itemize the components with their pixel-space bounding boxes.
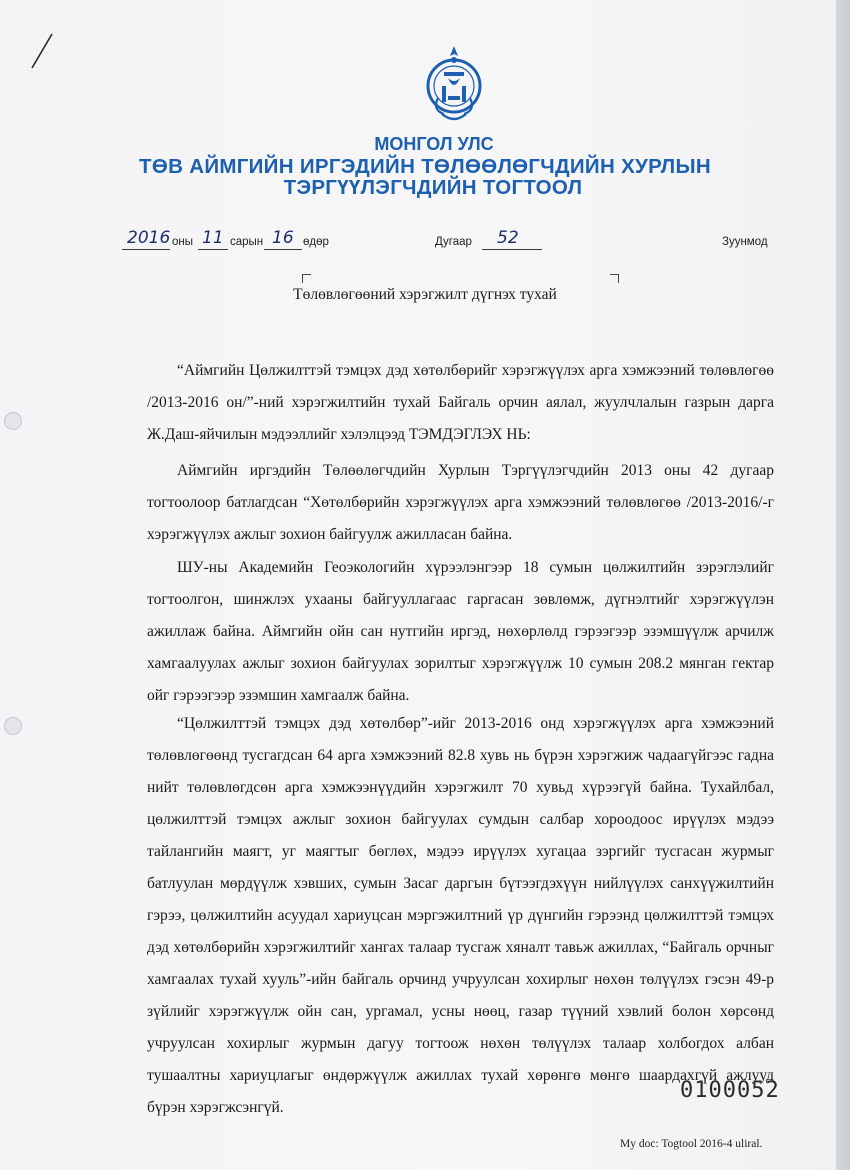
scanner-edge bbox=[836, 0, 850, 1170]
punch-hole bbox=[4, 717, 22, 735]
day-handwritten: 16 bbox=[272, 228, 294, 248]
document-stamp-number: 0100052 bbox=[680, 1078, 780, 1103]
number-handwritten: 52 bbox=[497, 228, 519, 248]
punch-hole bbox=[4, 412, 22, 430]
footer-docref: My doc: Togtool 2016-4 uliral. bbox=[620, 1138, 763, 1150]
header-resolution: ТЭРГҮҮЛЭГЧДИЙН ТОГТООЛ bbox=[283, 176, 583, 199]
header-country: МОНГОЛ УЛС bbox=[374, 134, 494, 154]
paragraph-4: “Цөлжилттэй тэмцэх дэд хөтөлбөр”-ийг 2013-2016 онд хэрэгжүүлэх арга хэмжээний төлөвлөгөөнд тусгагдсан 64 арга хэмжээний 82.8 хувь нь бүрэн хэрэгжиж чадаагүйгээс гадна нийт төлөвлөгдсөн арга хэмжээнүүдийн хэрэгжилт 70 хувьд хүрээгүй байна. Тухайлбал, цөлжилттэй тэмцэх ажлыг зохион байгуулах сумдын салбар хороодоос ирүүлэх мэдээ тайлангийн маягт, уг маягтыг бөглөх, мэдээ ирүүлэх хугацаа зэргийг тусгасан журмыг батлуулан мөрдүүлж хэвших, сумын Засаг даргын бүтээгдэхүүн нийлүүлэх санхүүжилтийн гэрээ, цөлжилтийн асуудал хариуцсан мэргэжилтний үр дүнгийн гэрээнд цөлжилттэй тэмцэх дэд хөтөлбөрийн хэрэгжилтийг хангах талаар тусгаж хяналт тавьж ажиллах, “Байгаль орчныг хамгаалах тухай хууль”-ийн байгаль орчинд учруулсан хохирлыг нөхөн төлүүлэх гэсэн 49-р зүйлийг хэрэгжүүлж ойн сан, ургамал, усны нөөц, газар түүний хэвлий болон хөрсөнд учруулсан хохирлыг журмын дагуу тогтоож нөхөн төлүүлэх талаар холбогдох албан тушаалтны хариуцлагыг өндөржүүлж ажиллах тухай хөрөнгө мөнгө шаардахгүй ажлууд бүрэн хэрэгжсэнгүй. bbox=[147, 715, 774, 1116]
subject-bracket-left bbox=[302, 274, 311, 283]
paragraph-1: “Аймгийн Цөлжилттэй тэмцэх дэд хөтөлбөрийг хэрэгжүүлэх арга хэмжээний төлөвлөгөө /2013-2016 он/”-ний хэрэгжилтийн тухай Байгаль орчин аялал, жуулчлалын газрын дарга Ж.Даш-яйчилын мэдээллийг хэлэлцээд ТЭМДЭГЛЭХ НЬ: bbox=[147, 362, 774, 443]
year-label: оны bbox=[172, 236, 194, 248]
number-label: Дугаар bbox=[435, 236, 472, 248]
header-council: ТӨВ АЙМГИЙН ИРГЭДИЙН ТӨЛӨӨЛӨГЧДИЙН ХУРЛЫН bbox=[139, 155, 711, 178]
paragraph-2: Аймгийн иргэдийн Төлөөлөгчдийн Хурлын Тэргүүлэгчдийн 2013 оны 42 дугаар тогтоолоор батлагдсан “Хөтөлбөрийн хэрэгжүүлэх арга хэмжээний төлөвлөгөө /2013-2016/-г хэрэгжүүлэх ажлыг зохион байгуулж ажилласан байна. bbox=[147, 462, 774, 543]
state-emblem-icon bbox=[424, 40, 484, 132]
paragraph-3: ШУ-ны Академийн Геоэкологийн хүрээлэнгээр 18 сумын цөлжилтийн зэрэглэлийг тогтоолгон, шинжлэх ухааны байгууллагаас гаргасан зөвлөмж, дүгнэлтийг хэрэгжүүлэн ажиллаж байна. Аймгийн ойн сан нутгийн иргэд, нөхөрлөлд гэрээгээр эзэмшүүлж арчилж хамгаалуулах ажлыг зохион байгуулах зорилтыг хэрэгжүүлж 10 сумын 208.2 мянган гектар ойг гэрээгээр эзэмшин хамгаалж байна. bbox=[147, 559, 774, 704]
month-handwritten: 11 bbox=[202, 228, 224, 248]
resolution-meta-row bbox=[0, 230, 850, 252]
day-label: өдөр bbox=[303, 236, 329, 248]
subject-bracket-right bbox=[610, 274, 619, 283]
month-label: сарын bbox=[230, 236, 264, 248]
year-handwritten: 2016 bbox=[127, 228, 171, 248]
subject-title: Төлөвлөгөөний хэрэгжилт дүгнэх тухай bbox=[293, 286, 557, 303]
pen-mark-icon bbox=[28, 30, 58, 72]
place-label: Зуунмод bbox=[722, 236, 768, 248]
bleed-through-text bbox=[180, 66, 790, 99]
